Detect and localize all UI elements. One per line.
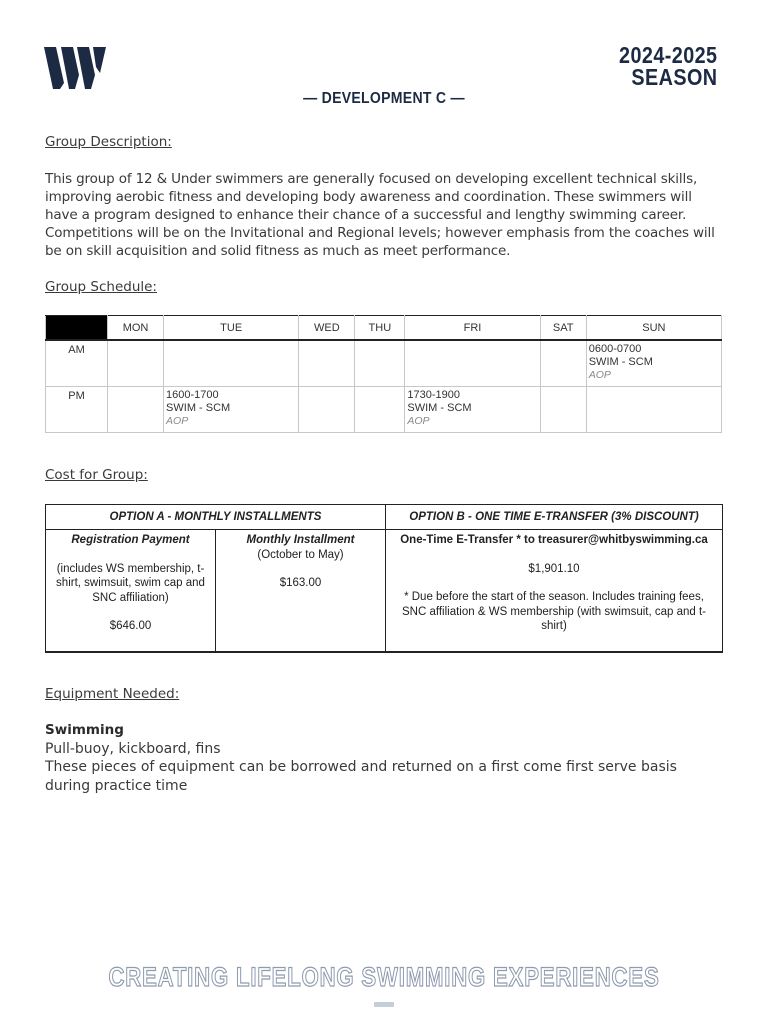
day-header: SAT <box>540 316 586 341</box>
schedule-corner-cell <box>46 316 108 341</box>
schedule-cell <box>540 387 586 433</box>
ws-logo-icon <box>44 45 106 91</box>
schedule-cell <box>355 387 405 433</box>
equipment-note: These pieces of equipment can be borrowed and returned on a first come first serve basis during practice time <box>45 759 677 794</box>
schedule-cell <box>108 340 164 387</box>
monthly-cell <box>216 530 386 653</box>
option-b-header: OPTION B - ONE TIME E-TRANSFER (3% DISCOUNT) <box>386 505 723 530</box>
slot-activity: SWIM - SCM <box>407 402 472 414</box>
registration-desc: (includes WS membership, t-shirt, swimsuit, swim cap and SNC affiliation) <box>56 562 205 604</box>
cost-header-row <box>46 505 723 530</box>
row-label: AM <box>46 340 108 387</box>
slot-time: 1600-1700 <box>166 389 219 401</box>
schedule-cell <box>108 387 164 433</box>
schedule-cell <box>355 340 405 387</box>
schedule-cell <box>405 340 540 387</box>
footer-slogan: CREATING LIFELONG SWIMMING EXPERIENCES <box>108 962 660 992</box>
day-header: TUE <box>164 316 299 341</box>
monthly-desc: (October to May) <box>257 548 344 561</box>
equipment-items: Pull-buoy, kickboard, fins <box>45 741 221 757</box>
etransfer-amount: $1,901.10 <box>528 562 580 575</box>
cost-body-row <box>46 530 723 653</box>
monthly-amount: $163.00 <box>279 577 322 589</box>
registration-title: Registration Payment <box>71 534 190 546</box>
schedule-row-pm <box>46 387 722 433</box>
group-description-heading: Group Description: <box>45 134 172 150</box>
equipment-category: Swimming <box>45 722 124 738</box>
schedule-cell <box>164 387 299 433</box>
schedule-header-row <box>46 316 722 341</box>
cost-heading: Cost for Group: <box>45 467 148 483</box>
group-title: — DEVELOPMENT C — <box>303 90 465 107</box>
slot-note: AOP <box>407 415 430 427</box>
schedule-table <box>45 315 722 433</box>
equipment-heading: Equipment Needed: <box>45 686 180 702</box>
day-header: THU <box>355 316 405 341</box>
cost-table <box>45 504 723 653</box>
etransfer-title: One-Time E-Transfer * to treasurer@whitbyswimming.ca <box>400 534 708 546</box>
slot-time: 1730-1900 <box>407 389 460 401</box>
footer-divider <box>374 1002 394 1007</box>
schedule-cell <box>586 340 721 387</box>
schedule-cell <box>164 340 299 387</box>
slot-activity: SWIM - SCM <box>166 402 231 414</box>
monthly-title: Monthly Installment <box>246 534 355 546</box>
season-label <box>619 44 717 88</box>
group-schedule-heading: Group Schedule: <box>45 279 157 295</box>
slot-note: AOP <box>588 369 611 381</box>
group-description-text: This group of 12 & Under swimmers are generally focused on developing excellent technical skills, improving aerobic fitness and developing body awareness and coordination. These swimmers will have a program designed to enhance their chance of a successful and lengthy swimming career. Competitions will be on the Invitational and Regional levels; however emphasis from the coaches will be on skill acquisition and solid fitness as much as meet performance. <box>45 171 715 260</box>
schedule-cell <box>405 387 540 433</box>
day-header: MON <box>108 316 164 341</box>
day-header: FRI <box>405 316 540 341</box>
etransfer-cell <box>386 530 723 653</box>
row-label: PM <box>46 387 108 433</box>
slot-activity: SWIM - SCM <box>588 356 653 368</box>
schedule-row-am <box>46 340 722 387</box>
registration-amount: $646.00 <box>109 620 152 632</box>
schedule-cell <box>299 340 355 387</box>
etransfer-note: * Due before the start of the season. Includes training fees, SNC affiliation & WS membership (with swimsuit, cap and t-shirt) <box>402 591 706 632</box>
option-a-header: OPTION A - MONTHLY INSTALLMENTS <box>46 505 386 530</box>
season-years: 2024-2025 <box>618 42 717 68</box>
schedule-cell <box>540 340 586 387</box>
slot-note: AOP <box>166 415 189 427</box>
slot-time: 0600-0700 <box>588 343 642 355</box>
day-header: SUN <box>586 316 721 341</box>
day-header: WED <box>299 316 355 341</box>
season-word: SEASON <box>630 64 717 90</box>
schedule-cell <box>586 387 721 433</box>
registration-cell <box>46 530 216 653</box>
schedule-cell <box>299 387 355 433</box>
